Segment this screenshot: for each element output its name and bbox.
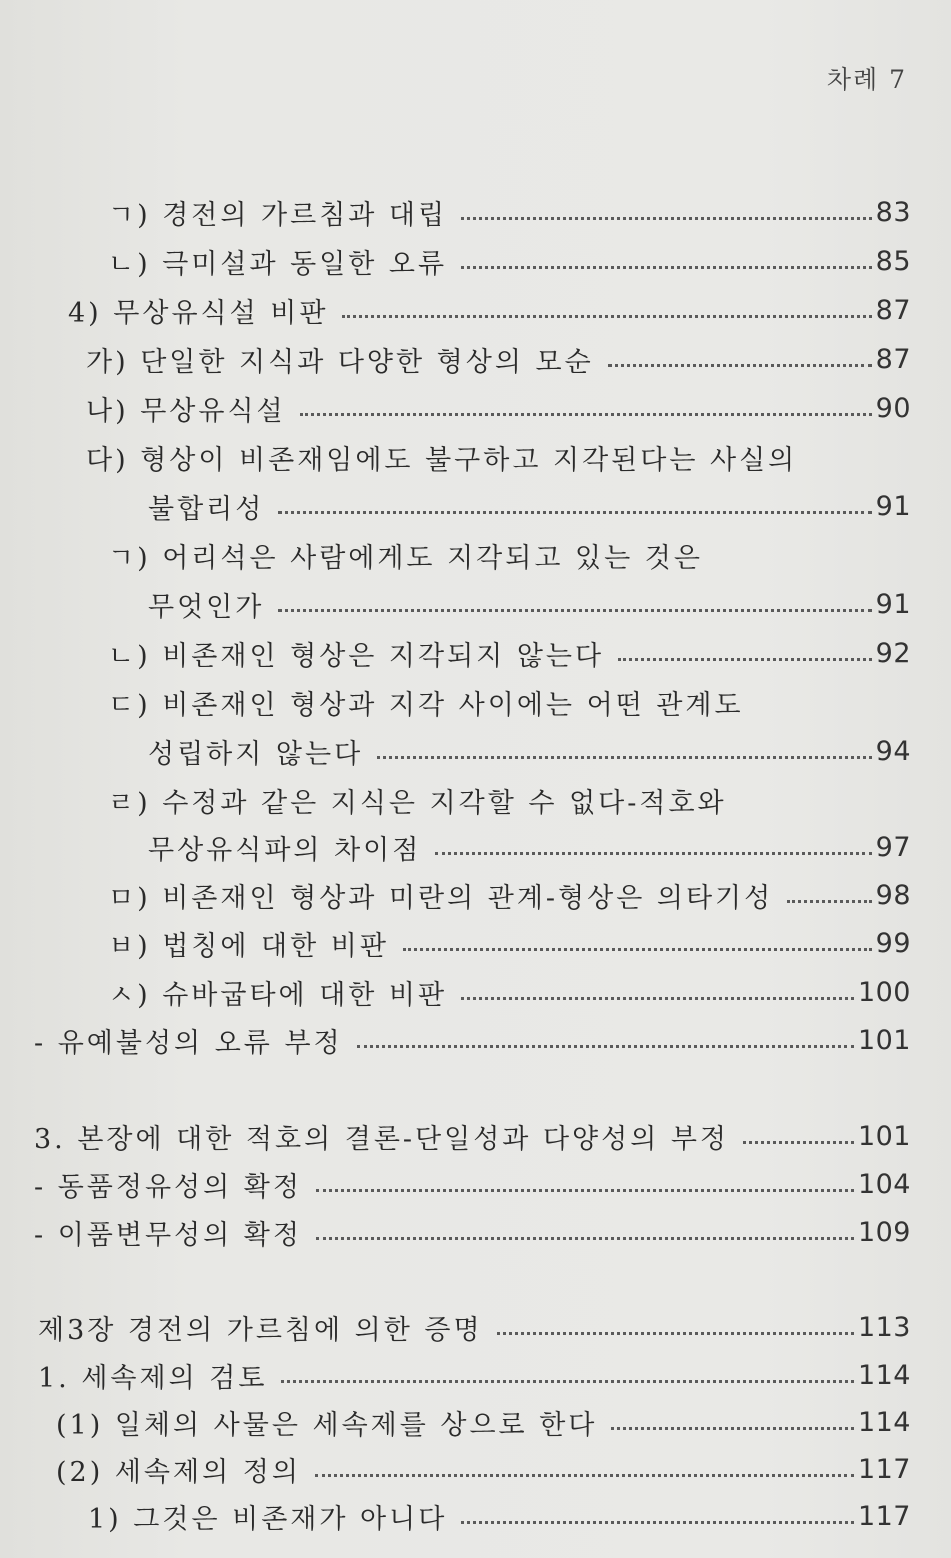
toc-entry-label: ㄱ) 어리석은 사람에게도 지각되고 있는 것은: [108, 542, 703, 574]
toc-page-number: 114: [857, 1359, 911, 1391]
toc-entry-label: (2) 세속제의 정의: [56, 1456, 301, 1488]
toc-entry-label: ㅅ) 슈바굽타에 대한 비판: [108, 979, 448, 1011]
toc-entry: [0, 1400, 911, 1444]
toc-entry-label: 3. 본장에 대한 적호의 결론-단일성과 다양성의 부정: [34, 1123, 730, 1155]
toc-entry: [0, 825, 911, 869]
toc-entry-label: - 유예불성의 오류 부정: [34, 1027, 343, 1059]
toc-entry: [0, 582, 911, 626]
dot-leader: [743, 1133, 854, 1144]
toc-entry: [0, 1114, 911, 1158]
dot-leader: [315, 1466, 854, 1477]
toc-page-number: 98: [875, 879, 911, 911]
toc-entry-label: 1) 그것은 비존재가 아니다: [88, 1503, 448, 1535]
dot-leader: [403, 940, 872, 951]
toc-entry: [0, 386, 911, 430]
dot-leader: [281, 1372, 854, 1383]
toc-entry-label: 4) 무상유식설 비판: [68, 297, 329, 329]
dot-leader: [608, 356, 872, 367]
toc-page-number: 85: [875, 245, 911, 277]
dot-leader: [618, 650, 872, 661]
dot-leader: [316, 1229, 854, 1240]
toc-entry: [0, 970, 911, 1014]
toc-page-number: 94: [875, 735, 911, 767]
toc-page-number: 101: [857, 1120, 911, 1152]
dot-leader: [278, 503, 871, 514]
toc-entry: [0, 288, 911, 332]
toc-page-number: 100: [857, 976, 911, 1008]
dot-leader: [461, 209, 872, 220]
toc-entry: [0, 484, 911, 528]
toc-entry: [0, 921, 911, 965]
toc-page-number: 97: [875, 831, 911, 863]
toc-entry: [0, 873, 911, 917]
toc-page-number: 117: [857, 1500, 911, 1532]
toc-entry-label: ㄹ) 수정과 같은 지식은 지각할 수 없다-적호와: [108, 787, 727, 819]
dot-leader: [300, 405, 872, 416]
toc-entry: [0, 778, 911, 822]
toc-entry-label: 나) 무상유식설: [86, 395, 286, 427]
toc-page-number: 91: [875, 490, 911, 522]
toc-entry: [0, 1447, 911, 1491]
toc-entry-label: 가) 단일한 지식과 다양한 형상의 모순: [86, 346, 594, 378]
toc-entry-label: ㄱ) 경전의 가르침과 대립: [108, 199, 448, 231]
toc-page-number: 99: [875, 927, 911, 959]
toc-page-number: 109: [857, 1216, 911, 1248]
toc-entry-label: 제3장 경전의 가르침에 의한 증명: [38, 1314, 483, 1346]
toc-entry: [0, 1305, 911, 1349]
toc-page-number: 83: [875, 196, 911, 228]
toc-entry-label: (1) 일체의 사물은 세속제를 상으로 한다: [56, 1409, 598, 1441]
dot-leader: [357, 1037, 854, 1048]
toc-entry-label: 1. 세속제의 검토: [38, 1362, 268, 1394]
toc-entry-label: 성립하지 않는다: [148, 738, 364, 770]
toc-entry-label: 무엇인가: [148, 591, 265, 623]
toc-entry: [0, 1162, 911, 1206]
toc-page-number: 113: [857, 1311, 911, 1343]
toc-entry: [0, 1353, 911, 1397]
toc-entry: [0, 190, 911, 234]
toc-page-number: 92: [875, 637, 911, 669]
toc-entry: [0, 631, 911, 675]
toc-entry-label: 불합리성: [148, 493, 265, 525]
dot-leader: [611, 1419, 854, 1430]
toc-entry-label: ㄴ) 비존재인 형상은 지각되지 않는다: [108, 640, 605, 672]
toc-entry-label: - 동품정유성의 확정: [34, 1171, 302, 1203]
dot-leader: [787, 892, 871, 903]
toc-entry-label: ㄴ) 극미설과 동일한 오류: [108, 248, 448, 280]
toc-entry-label: 다) 형상이 비존재임에도 불구하고 지각된다는 사실의: [86, 444, 798, 476]
dot-leader: [377, 748, 871, 759]
toc-page-number: 114: [857, 1406, 911, 1438]
dot-leader: [497, 1324, 854, 1335]
toc-entry: [0, 729, 911, 773]
toc-entry: [0, 1210, 911, 1254]
toc-entry: [0, 680, 911, 724]
toc-page-number: 87: [875, 343, 911, 375]
dot-leader: [316, 1181, 854, 1192]
dot-leader: [435, 844, 871, 855]
toc-entry: [0, 239, 911, 283]
toc-page-number: 90: [875, 392, 911, 424]
dot-leader: [278, 601, 871, 612]
toc-entry: [0, 1018, 911, 1062]
toc-page-number: 91: [875, 588, 911, 620]
toc-entry: [0, 1494, 911, 1538]
toc-entry-label: ㄷ) 비존재인 형상과 지각 사이에는 어떤 관계도: [108, 689, 744, 721]
toc-entry-label: 무상유식파의 차이점: [148, 834, 422, 866]
running-header: 차례 7: [826, 65, 907, 94]
toc-entry-label: - 이품변무성의 확정: [34, 1219, 302, 1251]
dot-leader: [342, 307, 871, 318]
toc-page-number: 104: [857, 1168, 911, 1200]
dot-leader: [461, 1513, 854, 1524]
dot-leader: [461, 989, 854, 1000]
toc-entry-label: ㅁ) 비존재인 형상과 미란의 관계-형상은 의타기성: [108, 882, 774, 914]
toc-entry: [0, 435, 911, 479]
dot-leader: [461, 258, 872, 269]
toc-entry: [0, 533, 911, 577]
toc-entry-label: ㅂ) 법칭에 대한 비판: [108, 930, 389, 962]
toc-page-number: 87: [875, 294, 911, 326]
toc-page-number: 101: [857, 1024, 911, 1056]
toc-entry: [0, 337, 911, 381]
toc-page-number: 117: [857, 1453, 911, 1485]
